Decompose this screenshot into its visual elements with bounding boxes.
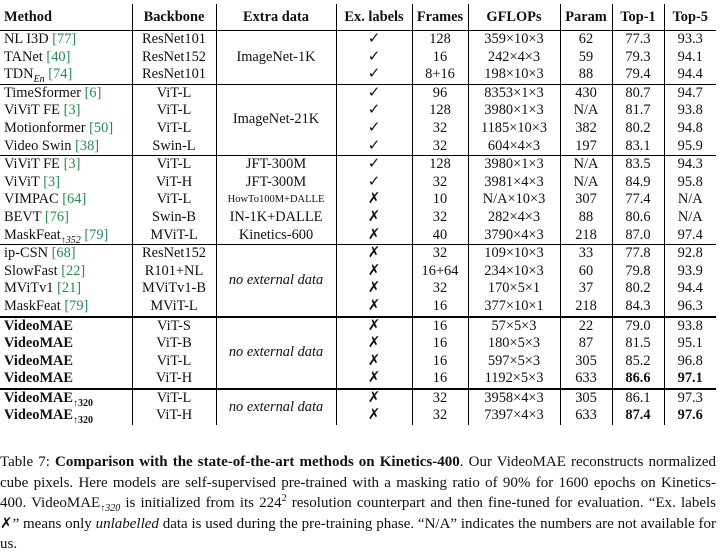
table-row <box>0 209 716 227</box>
frames-cell: 32 <box>412 138 468 156</box>
ex-label-cell: ✓ <box>336 174 412 192</box>
method-subscript: ↑320 <box>73 397 94 408</box>
backbone-cell: ViT-H <box>132 407 216 425</box>
column-header: Top-5 <box>664 4 716 31</box>
table-row <box>0 317 716 336</box>
ex-label-cell: ✗ <box>336 407 412 425</box>
method-subscript: ↑320 <box>73 415 94 426</box>
frames-cell: 40 <box>412 227 468 245</box>
gflops-cell: 3980×1×3 <box>468 156 560 174</box>
top5-cell: N/A <box>677 191 703 208</box>
top5-cell: 93.3 <box>677 31 703 47</box>
ex-label-cell: ✗ <box>336 335 412 353</box>
citation-link[interactable]: [68] <box>51 245 76 262</box>
table-row <box>0 191 716 209</box>
top1-cell: 81.7 <box>612 102 664 120</box>
method-name: ip-CSN <box>4 245 48 262</box>
extra-data-cell: no external data <box>216 317 336 389</box>
results-table <box>0 4 716 425</box>
ex-label-cell: ✓ <box>336 156 412 174</box>
top1-cell: 77.4 <box>612 191 664 209</box>
ex-label-cell: ✗ <box>336 353 412 371</box>
extra-data-cell: ImageNet-1K <box>216 31 336 85</box>
frames-cell: 8+16 <box>412 66 468 84</box>
extra-data-cell: ImageNet-21K <box>216 84 336 155</box>
backbone-cell: ResNet152 <box>132 245 216 263</box>
backbone-cell: ViT-L <box>132 389 216 408</box>
param-cell: 37 <box>560 280 612 298</box>
method-name: ViViT FE <box>4 102 60 119</box>
method-cell <box>0 31 132 49</box>
table-row <box>0 120 716 138</box>
column-header: GFLOPs <box>468 4 560 31</box>
gflops-cell: 8353×1×3 <box>468 84 560 102</box>
table-row <box>0 370 716 389</box>
ex-label-cell: ✗ <box>336 191 412 209</box>
frames-cell: 16 <box>412 335 468 353</box>
frames-cell: 16+64 <box>412 263 468 281</box>
method-cell <box>0 263 132 281</box>
table-row <box>0 389 716 408</box>
table-row <box>0 174 716 192</box>
caption-part-4: data is used during the pre-training phase. “N/A” indicates the numbers are not available for us. <box>0 515 716 553</box>
backbone-cell: ViT-L <box>132 156 216 174</box>
ex-label-cell: ✗ <box>336 245 412 263</box>
param-cell: 88 <box>560 209 612 227</box>
gflops-cell: 180×5×3 <box>468 335 560 353</box>
param-cell: N/A <box>560 156 612 174</box>
backbone-cell: MViT-L <box>132 227 216 245</box>
method-name: MaskFeat <box>4 226 61 243</box>
extra-data-cell: HowTo100M+DALLE <box>216 191 336 209</box>
ex-label-cell: ✗ <box>336 317 412 336</box>
method-name: VideoMAE <box>4 370 74 387</box>
top5-cell: 92.8 <box>677 245 703 262</box>
method-cell <box>0 102 132 120</box>
ex-label-cell: ✗ <box>336 280 412 298</box>
citation-link[interactable]: [3] <box>63 156 81 173</box>
top1-cell: 79.4 <box>612 66 664 84</box>
table-row <box>0 335 716 353</box>
gflops-cell: 1185×10×3 <box>468 120 560 138</box>
ex-label-cell: ✓ <box>336 120 412 138</box>
citation-link[interactable]: [3] <box>43 173 60 190</box>
method-name: VideoMAE <box>4 389 74 406</box>
method-name: VideoMAE <box>4 407 74 424</box>
citation-link[interactable]: [6] <box>84 84 102 101</box>
param-cell: 430 <box>560 84 612 102</box>
backbone-cell: Swin-L <box>132 138 216 156</box>
gflops-cell: 604×4×3 <box>468 138 560 156</box>
extra-data-cell: JFT-300M <box>216 174 336 192</box>
method-cell <box>0 174 132 192</box>
extra-data-cell: no external data <box>216 245 336 317</box>
backbone-cell: ViT-B <box>132 335 216 353</box>
method-subscript: ↑352 <box>60 234 81 245</box>
table-row <box>0 245 716 263</box>
ex-label-cell: ✗ <box>336 263 412 281</box>
method-name: VideoMAE <box>4 335 74 352</box>
top5-cell: 94.3 <box>677 156 703 173</box>
method-name: ViViT <box>4 173 40 190</box>
frames-cell: 96 <box>412 84 468 102</box>
column-header: Ex. labels <box>336 4 412 31</box>
caption-part-3: resolution counterpart and then fine-tuned for evaluation. “Ex. labels ✗” means only <box>0 495 716 532</box>
param-cell: 87 <box>560 335 612 353</box>
citation-link[interactable]: [3] <box>63 102 81 119</box>
method-cell <box>0 370 132 389</box>
top5-cell: 94.4 <box>677 280 703 297</box>
top1-cell: 80.7 <box>612 84 664 102</box>
param-cell: 62 <box>560 31 612 49</box>
citation-link[interactable]: [79] <box>84 226 109 243</box>
gflops-cell: 170×5×1 <box>468 280 560 298</box>
ex-label-cell: ✓ <box>336 31 412 49</box>
frames-cell: 32 <box>412 407 468 425</box>
table-row <box>0 31 716 49</box>
param-cell: 197 <box>560 138 612 156</box>
method-name: VideoMAE <box>4 352 74 369</box>
method-subscript: En <box>33 74 45 85</box>
column-header: Param <box>560 4 612 31</box>
backbone-cell: ResNet101 <box>132 66 216 84</box>
ex-label-cell: ✓ <box>336 138 412 156</box>
extra-data-cell: no external data <box>216 389 336 425</box>
caption-part-2: is initialized from its 224 <box>120 495 282 512</box>
gflops-cell: N/A×10×3 <box>468 191 560 209</box>
backbone-cell: MViT-L <box>132 298 216 317</box>
backbone-cell: ViT-H <box>132 370 216 389</box>
param-cell: N/A <box>560 102 612 120</box>
method-name: ViViT FE <box>4 156 60 173</box>
table-row <box>0 353 716 371</box>
gflops-cell: 234×10×3 <box>468 263 560 281</box>
backbone-cell: ViT-L <box>132 120 216 138</box>
method-cell <box>0 317 132 336</box>
top1-cell: 80.2 <box>612 120 664 138</box>
caption-part-1: . Our VideoMAE reconstructs normalized cube pixels. Here models are self-supervised pre-trained with a masking ratio of 90% for 1600 epochs on Kinetics-400. VideoMAE <box>0 454 717 512</box>
frames-cell: 32 <box>412 389 468 408</box>
top5-cell: 94.4 <box>664 66 716 84</box>
method-name: VideoMAE <box>4 317 74 334</box>
frames-cell: 16 <box>412 298 468 317</box>
citation-link[interactable]: [40] <box>46 48 71 65</box>
top1-cell: 85.2 <box>612 353 664 371</box>
method-name: BEVT <box>4 208 42 225</box>
param-cell: 633 <box>560 370 612 389</box>
column-header: Frames <box>412 4 468 31</box>
frames-cell: 32 <box>412 280 468 298</box>
table-row <box>0 407 716 425</box>
top5-cell: 97.1 <box>664 370 716 389</box>
top1-cell: 80.6 <box>612 209 664 227</box>
backbone-cell: ViT-H <box>132 174 216 192</box>
param-cell: 218 <box>560 227 612 245</box>
top5-cell: 97.6 <box>677 407 703 424</box>
backbone-cell: ViT-S <box>132 317 216 336</box>
top1-cell: 86.6 <box>612 370 664 389</box>
method-cell <box>0 280 132 298</box>
citation-link[interactable]: [21] <box>57 280 82 297</box>
ex-label-cell: ✗ <box>336 209 412 227</box>
top1-cell: 86.1 <box>612 389 664 408</box>
param-cell: 59 <box>560 49 612 67</box>
method-cell <box>0 120 132 138</box>
param-cell: 382 <box>560 120 612 138</box>
gflops-cell: 359×10×3 <box>468 31 560 49</box>
column-header: Top-1 <box>612 4 664 31</box>
method-cell <box>0 335 132 353</box>
caption-sub: ↑320 <box>100 503 121 515</box>
top5-cell: N/A <box>677 208 703 225</box>
frames-cell: 10 <box>412 191 468 209</box>
frames-cell: 16 <box>412 353 468 371</box>
param-cell: 60 <box>560 263 612 281</box>
method-name: TANet <box>4 48 43 65</box>
citation-link[interactable]: [74] <box>48 66 73 83</box>
gflops-cell: 377×10×1 <box>468 298 560 317</box>
citation-link[interactable]: [64] <box>62 191 87 208</box>
frames-cell: 128 <box>412 31 468 49</box>
backbone-cell: ResNet101 <box>132 31 216 49</box>
ex-label-cell: ✓ <box>336 66 412 84</box>
top1-cell: 83.1 <box>612 138 664 156</box>
backbone-cell: ViT-L <box>132 353 216 371</box>
backbone-cell: R101+NL <box>132 263 216 281</box>
top5-cell: 96.3 <box>664 298 716 317</box>
method-name: SlowFast <box>4 262 58 279</box>
top1-cell: 80.2 <box>612 280 664 298</box>
frames-cell: 32 <box>412 245 468 263</box>
table-row <box>0 227 716 245</box>
top5-cell: 93.8 <box>677 317 703 334</box>
table-row <box>0 66 716 84</box>
method-name: Motionformer <box>4 119 86 136</box>
frames-cell: 16 <box>412 317 468 336</box>
gflops-cell: 3980×1×3 <box>468 102 560 120</box>
frames-cell: 128 <box>412 102 468 120</box>
param-cell: 22 <box>560 317 612 336</box>
table-row <box>0 84 716 102</box>
gflops-cell: 3958×4×3 <box>468 389 560 408</box>
param-cell: 305 <box>560 389 612 408</box>
method-name: TimeSformer <box>4 84 82 101</box>
backbone-cell: ViT-L <box>132 191 216 209</box>
citation-link[interactable]: [76] <box>44 208 69 225</box>
method-cell <box>0 298 132 317</box>
top5-cell: 94.8 <box>677 119 703 136</box>
method-cell <box>0 138 132 156</box>
table-header <box>0 4 716 31</box>
param-cell: N/A <box>560 174 612 192</box>
method-cell <box>0 245 132 263</box>
backbone-cell: Swin-B <box>132 209 216 227</box>
method-name: NL I3D <box>4 31 49 47</box>
ex-label-cell: ✓ <box>336 49 412 67</box>
top5-cell: 93.8 <box>677 102 703 119</box>
method-cell <box>0 389 132 408</box>
method-name: Video Swin <box>4 137 72 154</box>
method-cell <box>0 227 132 245</box>
table-body <box>0 31 716 426</box>
citation-link[interactable]: [50] <box>89 119 114 136</box>
gflops-cell: 3981×4×3 <box>468 174 560 192</box>
top1-cell: 87.4 <box>612 407 664 425</box>
column-header: Method <box>0 4 132 31</box>
top5-cell: 94.1 <box>677 48 703 65</box>
gflops-cell: 198×10×3 <box>468 66 560 84</box>
caption-italic: unlabelled <box>95 515 159 532</box>
gflops-cell: 3790×4×3 <box>468 227 560 245</box>
top5-cell: 97.4 <box>664 227 716 245</box>
top5-cell: 97.3 <box>677 389 703 406</box>
gflops-cell: 242×4×3 <box>468 49 560 67</box>
method-cell <box>0 156 132 174</box>
ex-label-cell: ✓ <box>336 102 412 120</box>
column-header: Backbone <box>132 4 216 31</box>
gflops-cell: 57×5×3 <box>468 317 560 336</box>
citation-link[interactable]: [79] <box>64 297 89 314</box>
ex-label-cell: ✗ <box>336 389 412 408</box>
method-cell <box>0 353 132 371</box>
gflops-cell: 7397×4×3 <box>468 407 560 425</box>
param-cell: 33 <box>560 245 612 263</box>
extra-data-cell: Kinetics-600 <box>216 227 336 245</box>
top1-cell: 84.9 <box>612 174 664 192</box>
ex-label-cell: ✓ <box>336 84 412 102</box>
ex-label-cell: ✗ <box>336 298 412 317</box>
ex-label-cell: ✗ <box>336 227 412 245</box>
method-cell <box>0 407 132 425</box>
method-name: MViTv1 <box>4 280 54 297</box>
table-row <box>0 138 716 156</box>
backbone-cell: ViT-L <box>132 102 216 120</box>
top5-cell: 95.1 <box>677 335 703 352</box>
param-cell: 88 <box>560 66 612 84</box>
gflops-cell: 1192×5×3 <box>468 370 560 389</box>
citation-link[interactable]: [38] <box>75 137 100 154</box>
table-caption <box>0 452 716 555</box>
backbone-cell: ResNet152 <box>132 49 216 67</box>
backbone-cell: MViTv1-B <box>132 280 216 298</box>
param-cell: 633 <box>560 407 612 425</box>
backbone-cell: ViT-L <box>132 84 216 102</box>
extra-data-cell: JFT-300M <box>216 156 336 174</box>
frames-cell: 32 <box>412 209 468 227</box>
param-cell: 218 <box>560 298 612 317</box>
top1-cell: 79.0 <box>612 317 664 336</box>
gflops-cell: 282×4×3 <box>468 209 560 227</box>
extra-data-cell: IN-1K+DALLE <box>216 209 336 227</box>
top5-cell: 94.7 <box>677 84 703 101</box>
method-cell <box>0 191 132 209</box>
top1-cell: 81.5 <box>612 335 664 353</box>
param-cell: 305 <box>560 353 612 371</box>
caption-bold: Comparison with the state-of-the-art methods on Kinetics-400 <box>54 454 460 470</box>
column-header: Extra data <box>216 4 336 31</box>
method-name: MaskFeat <box>4 297 61 314</box>
top1-cell: 79.8 <box>612 263 664 281</box>
caption-lead: Table 7: <box>0 454 55 470</box>
table-row <box>0 263 716 281</box>
method-cell <box>0 49 132 67</box>
table-row <box>0 156 716 174</box>
method-cell <box>0 84 132 102</box>
citation-link[interactable]: [22] <box>61 262 86 279</box>
frames-cell: 16 <box>412 49 468 67</box>
param-cell: 307 <box>560 191 612 209</box>
ex-label-cell: ✗ <box>336 370 412 389</box>
method-name: VIMPAC <box>4 191 59 208</box>
top1-cell: 77.3 <box>612 31 664 49</box>
top1-cell: 84.3 <box>612 298 664 317</box>
gflops-cell: 597×5×3 <box>468 353 560 371</box>
top1-cell: 83.5 <box>612 156 664 174</box>
top5-cell: 95.9 <box>664 138 716 156</box>
frames-cell: 32 <box>412 174 468 192</box>
method-cell <box>0 66 132 84</box>
top5-cell: 96.8 <box>677 352 703 369</box>
caption-sup: 2 <box>281 493 287 505</box>
table-row <box>0 49 716 67</box>
citation-link[interactable]: [77] <box>52 31 77 47</box>
top1-cell: 79.3 <box>612 49 664 67</box>
top5-cell: 95.8 <box>677 173 703 190</box>
table-row <box>0 298 716 317</box>
top5-cell: 93.9 <box>677 262 703 279</box>
method-name: TDN <box>4 66 34 83</box>
gflops-cell: 109×10×3 <box>468 245 560 263</box>
top1-cell: 87.0 <box>612 227 664 245</box>
frames-cell: 128 <box>412 156 468 174</box>
table-row <box>0 280 716 298</box>
top1-cell: 77.8 <box>612 245 664 263</box>
frames-cell: 16 <box>412 370 468 389</box>
frames-cell: 32 <box>412 120 468 138</box>
method-cell <box>0 209 132 227</box>
table-row <box>0 102 716 120</box>
